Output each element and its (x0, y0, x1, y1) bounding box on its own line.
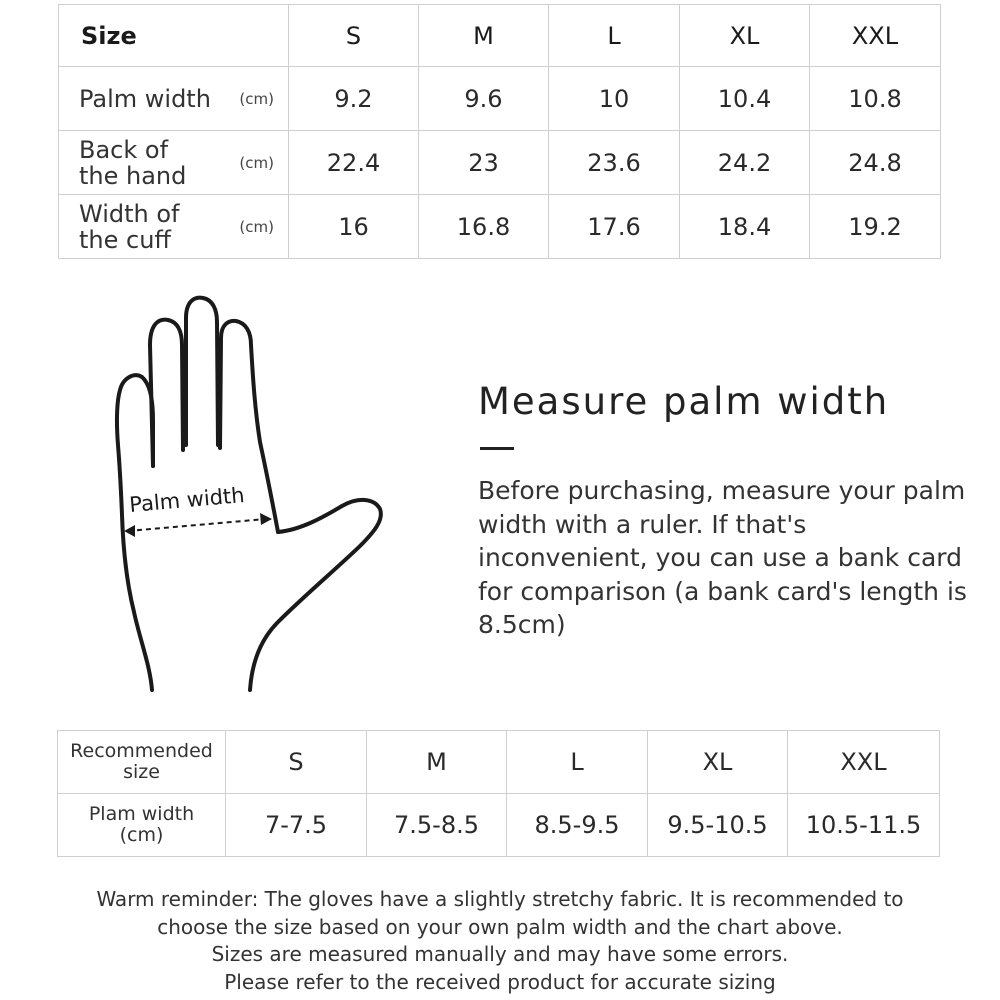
table-cell: 9.5-10.5 (648, 794, 788, 857)
table-cell: 10.4 (680, 67, 810, 131)
table-cell: 10.8 (810, 67, 941, 131)
recommended-size-table (57, 730, 940, 857)
table-cell: 22.4 (289, 131, 419, 195)
size-head-xxl: XXL (810, 5, 941, 67)
reminder-line: Sizes are measured manually and may have some errors. (211, 942, 789, 966)
table-cell: 9.6 (419, 67, 549, 131)
palm-width-label: Palm width (128, 483, 246, 517)
table-row (59, 67, 941, 131)
table-cell: 16 (289, 195, 419, 259)
table-row (59, 195, 941, 259)
unit-label: (cm) (239, 217, 274, 236)
table-cell: 7-7.5 (226, 794, 367, 857)
hand-outline-path (186, 298, 218, 445)
rec-header-row (58, 731, 940, 794)
row-label: Palm width (79, 84, 211, 113)
size-corner-label: Size (59, 5, 289, 67)
measure-heading: Measure palm width (478, 380, 890, 423)
size-head-xl: XL (680, 5, 810, 67)
size-header-row (59, 5, 941, 67)
rec-size-s: S (226, 731, 367, 794)
table-cell: 23.6 (549, 131, 680, 195)
unit-label: (cm) (239, 153, 274, 172)
heading-divider (480, 447, 514, 450)
measurement-arrow (124, 513, 272, 537)
table-cell: 16.8 (419, 195, 549, 259)
table-cell: 7.5-8.5 (367, 794, 507, 857)
row-label-cell (59, 67, 289, 131)
rec-size-xl: XL (648, 731, 788, 794)
table-cell: 10 (549, 67, 680, 131)
size-head-l: L (549, 5, 680, 67)
table-cell: 18.4 (680, 195, 810, 259)
table-cell: 8.5-9.5 (507, 794, 648, 857)
table-row (58, 794, 940, 857)
reminder-line: choose the size based on your own palm width and the chart above. (157, 914, 843, 939)
reminder-line: Please refer to the received product for accurate sizing (224, 969, 776, 994)
row-label-cell (59, 195, 289, 259)
warm-reminder (40, 886, 960, 996)
table-row (59, 131, 941, 195)
row-label: Width of the cuff (79, 199, 180, 254)
table-cell: 19.2 (810, 195, 941, 259)
table-cell: 10.5-11.5 (788, 794, 940, 857)
unit-label: (cm) (239, 89, 274, 108)
table-cell: 17.6 (549, 195, 680, 259)
hand-outline-path (250, 500, 381, 690)
table-cell: 23 (419, 131, 549, 195)
measure-instructions: Before purchasing, measure your palm width with a ruler. If that's inconvenient, you can use a bank card for comparison (a bank card's length is 8.5cm) (478, 476, 967, 639)
row-label-cell (59, 131, 289, 195)
plam-width-label: Plam width (cm) (58, 794, 226, 857)
hand-outline-illustration (100, 288, 400, 698)
reminder-line: Warm reminder: The gloves have a slightly stretchy fabric. It is recommended to (96, 887, 904, 911)
table-cell: 24.2 (680, 131, 810, 195)
rec-size-l: L (507, 731, 648, 794)
row-label: Back of the hand (79, 135, 187, 190)
size-chart-table (58, 4, 941, 259)
size-head-m: M (419, 5, 549, 67)
table-cell: 9.2 (289, 67, 419, 131)
recommended-size-label: Recommended size (58, 731, 226, 794)
rec-size-xxl: XXL (788, 731, 940, 794)
size-head-s: S (289, 5, 419, 67)
table-cell: 24.8 (810, 131, 941, 195)
rec-size-m: M (367, 731, 507, 794)
